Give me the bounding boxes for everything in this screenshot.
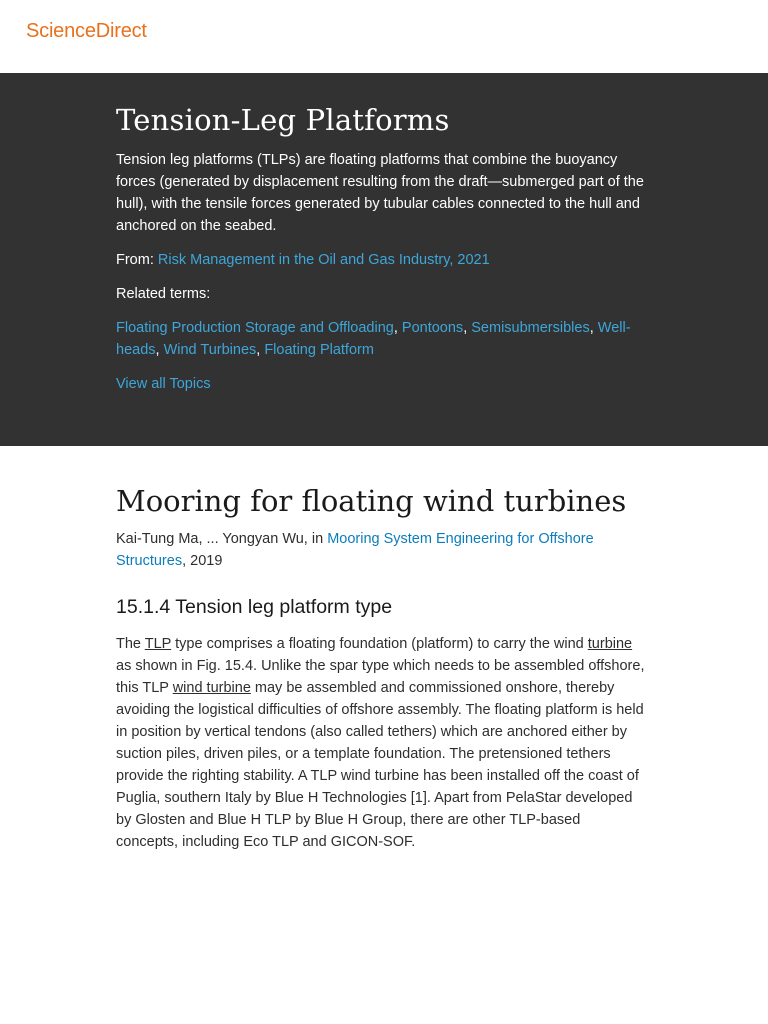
related-term-link[interactable]: Floating Production Storage and Offloading (116, 320, 394, 336)
term-link-wind-turbine[interactable]: wind turbine (172, 680, 251, 696)
article-title: Mooring for floating wind turbines (116, 484, 627, 518)
related-term-link[interactable]: Wind Turbines (163, 342, 257, 358)
article-excerpt (0, 446, 768, 853)
article-year: , 2019 (182, 553, 223, 569)
related-terms-label: Related terms: (116, 286, 211, 302)
paragraph-text: as shown in Fig. 15.4. Unlike the spar type which needs to be assembled offshore, this TLP (116, 658, 645, 696)
topic-title: Tension-Leg Platforms (116, 103, 450, 137)
topic-definition: Tension leg platforms (TLPs) are floating platforms that combine the buoyancy forces (generated by displacement resulting from the draft—submerged part of the hull), with the tensile forces generated by tubular cables connected to the hull and anchored on the seabed. (116, 152, 644, 234)
paragraph-text: may be assembled and commissioned onshore, thereby avoiding the logistical difficulties of offshore assembly. The floating platform is held in position by vertical tendons (also called tethers) which are anchored either by suction piles, driven piles, or a template foundation. The pretensioned tethers provide the righting stability. A TLP wind turbine has been installed off the coast of Puglia, southern Italy by Blue H Technologies [1]. Apart from PelaStar developed by Glosten and Blue H TLP by Blue H Group, there are other TLP-based concepts, including Eco TLP and GICON-SOF. (116, 680, 644, 850)
paragraph-text: The (116, 636, 145, 652)
section-heading: 15.1.4 Tension leg platform type (116, 596, 393, 618)
related-term-link[interactable]: Pontoons (401, 320, 464, 336)
topic-source (116, 249, 646, 271)
top-bar (0, 0, 768, 73)
related-term-link[interactable]: Semisubmersibles (471, 320, 590, 336)
view-all-topics-link[interactable]: View all Topics (116, 376, 211, 392)
source-link[interactable]: Risk Management in the Oil and Gas Industry, 2021 (157, 252, 490, 268)
sciencedirect-logo[interactable]: ScienceDirect (26, 20, 147, 42)
term-link-turbine[interactable]: turbine (587, 636, 633, 652)
section-paragraph (116, 633, 646, 853)
term-link-tlp[interactable]: TLP (144, 636, 172, 652)
topic-summary-panel (0, 73, 768, 446)
article-authors: Kai-Tung Ma, ... Yongyan Wu, in (116, 531, 324, 547)
article-byline (116, 528, 646, 572)
related-term-link[interactable]: Floating Platform (264, 342, 374, 358)
related-term-link[interactable]: Well-heads (116, 320, 631, 358)
source-label: From: (116, 252, 154, 268)
book-link[interactable]: Mooring System Engineering for Offshore Structures (116, 531, 594, 569)
related-terms-list: Floating Production Storage and Offloading, Pontoons, Semisubmersibles, Well-heads, Wind Turbines, Floating Platform (116, 320, 631, 358)
paragraph-text: type comprises a floating foundation (platform) to carry the wind (171, 636, 588, 652)
